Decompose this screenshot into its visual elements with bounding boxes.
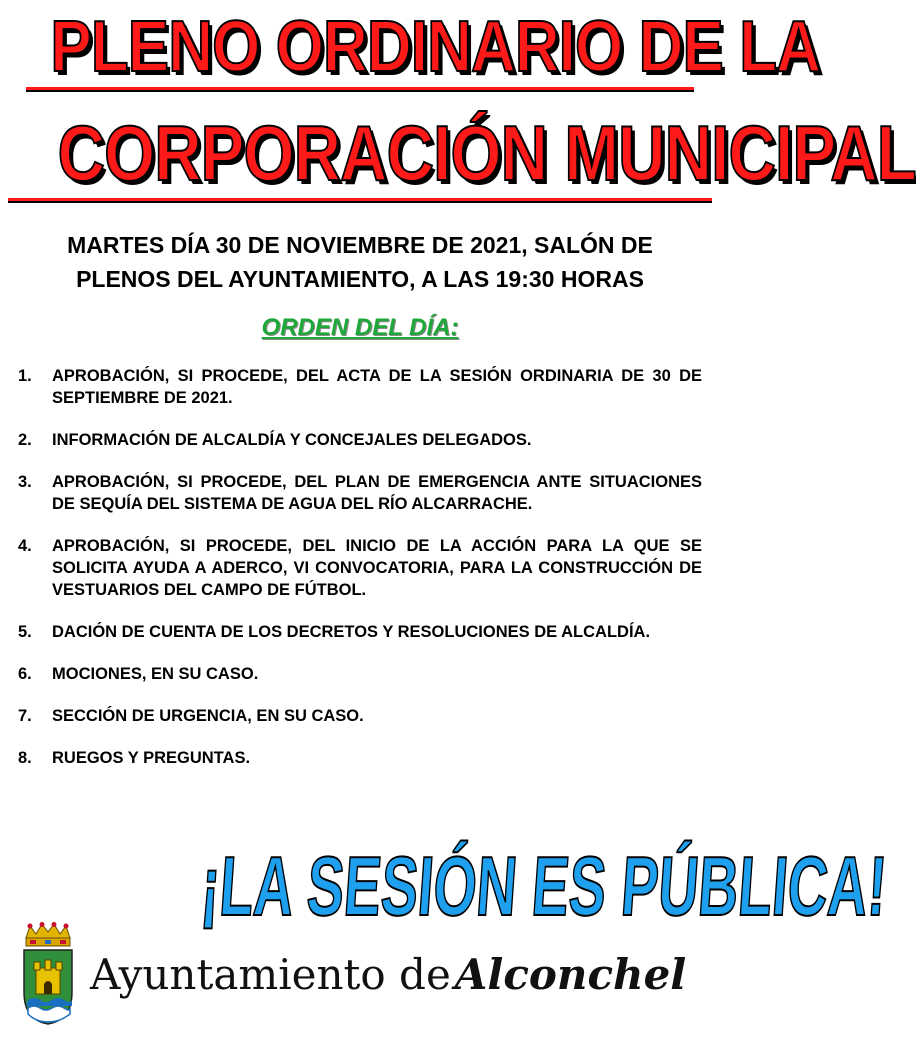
agenda-item-number: 2. xyxy=(18,431,32,449)
agenda-item-number: 8. xyxy=(18,749,32,767)
agenda-item xyxy=(18,471,702,515)
public-session-notice: ¡LA SESIÓN ES PÚBLICA! xyxy=(198,839,890,933)
title-line-1: PLENO ORDINARIO DE LA xyxy=(50,7,821,87)
municipality-label: Ayuntamiento de xyxy=(90,950,451,999)
agenda-item-text: SECCIÓN DE URGENCIA, EN SU CASO. xyxy=(52,707,364,725)
agenda-item xyxy=(18,535,702,601)
agenda-item-text: APROBACIÓN, SI PROCEDE, DEL INICIO DE LA ACCIÓN PARA LA QUE SE SOLICITA AYUDA A ADERCO, VI CONVOCATORIA, PARA LA CONSTRUCCIÓN DE VESTUARIOS DEL CAMPO DE FÚTBOL. xyxy=(52,537,702,599)
agenda-item-number: 6. xyxy=(18,665,32,683)
session-line-1: MARTES DÍA 30 DE NOVIEMBRE DE 2021, SALÓN DE xyxy=(67,232,653,258)
title-line-2: CORPORACIÓN MUNICIPAL xyxy=(57,109,916,197)
agenda-item xyxy=(18,747,702,769)
agenda-item-number: 5. xyxy=(18,623,32,641)
title-underline-1 xyxy=(26,87,694,92)
agenda-item xyxy=(18,429,702,451)
session-details xyxy=(0,228,720,296)
agenda-item xyxy=(18,663,702,685)
agenda-item-number: 3. xyxy=(18,473,32,491)
municipality-signature xyxy=(90,950,686,999)
agenda-item-number: 4. xyxy=(18,537,32,555)
agenda-item-text: DACIÓN DE CUENTA DE LOS DECRETOS Y RESOLUCIONES DE ALCALDÍA. xyxy=(52,623,651,641)
session-line-2: PLENOS DEL AYUNTAMIENTO, A LAS 19:30 HORAS xyxy=(76,266,644,292)
title-underline-2 xyxy=(8,198,712,203)
agenda-item-text: MOCIONES, EN SU CASO. xyxy=(52,665,259,683)
agenda-item-number: 7. xyxy=(18,707,32,725)
agenda-list xyxy=(18,365,702,789)
agenda-item xyxy=(18,705,702,727)
agenda-item-text: INFORMACIÓN DE ALCALDÍA Y CONCEJALES DELEGADOS. xyxy=(52,431,532,449)
agenda-item-text: APROBACIÓN, SI PROCEDE, DEL PLAN DE EMERGENCIA ANTE SITUACIONES DE SEQUÍA DEL SISTEMA DE AGUA DEL RÍO ALCARRACHE. xyxy=(52,473,702,513)
agenda-item-text: APROBACIÓN, SI PROCEDE, DEL ACTA DE LA SESIÓN ORDINARIA DE 30 DE SEPTIEMBRE DE 2021. xyxy=(52,367,702,407)
agenda-item-text: RUEGOS Y PREGUNTAS. xyxy=(52,749,251,767)
municipality-name: Alconchel xyxy=(454,950,687,999)
coat-of-arms-icon xyxy=(20,922,76,1026)
agenda-item xyxy=(18,365,702,409)
agenda-heading: ORDEN DEL DÍA: xyxy=(261,314,459,341)
agenda-item xyxy=(18,621,702,643)
agenda-item-number: 1. xyxy=(18,367,32,385)
